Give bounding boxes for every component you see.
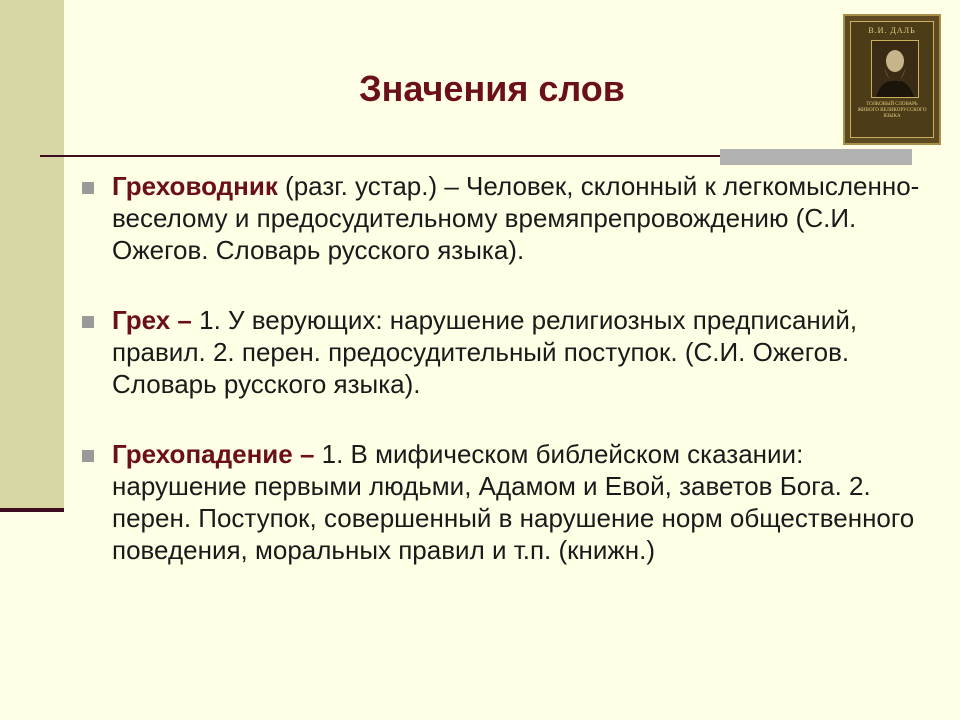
entry-definition: 1. В мифическом библейском сказании: нарушение первыми людьми, Адамом и Евой, заветов Бога. 2. перен. Поступок, совершенный в нарушение норм общественного поведения, моральных правил и т.п. (книжн.) bbox=[112, 439, 915, 565]
entry-term: Грех – bbox=[112, 305, 192, 335]
list-item bbox=[80, 438, 925, 566]
square-bullet-icon bbox=[82, 316, 94, 328]
entry-definition: 1. У верующих: нарушение религиозных предписаний, правил. 2. перен. предосудительный поступок. (С.И. Ожегов. Словарь русского языка). bbox=[112, 305, 858, 399]
list-item bbox=[80, 170, 925, 266]
definitions-list bbox=[80, 170, 925, 604]
author-portrait-icon bbox=[871, 40, 919, 98]
entry-term: Греховодник bbox=[112, 171, 278, 201]
square-bullet-icon bbox=[82, 182, 94, 194]
book-title: ТОЛКОВЫЙ СЛОВАРЬ ЖИВОГО ВЕЛИКОРУССКОГО ЯЗЫКА bbox=[857, 102, 927, 119]
left-decor-strip bbox=[0, 0, 64, 510]
page-title: Значения слов bbox=[359, 68, 625, 109]
entry-term: Грехопадение – bbox=[112, 439, 315, 469]
decor-gray-bar bbox=[720, 149, 912, 165]
book-cover-frame bbox=[850, 21, 934, 138]
list-item bbox=[80, 304, 925, 400]
left-decor-line bbox=[0, 508, 64, 512]
square-bullet-icon bbox=[82, 450, 94, 462]
book-author: В.И. ДАЛЬ bbox=[868, 26, 916, 35]
entry-definition: (разг. устар.) – Человек, склонный к легкомысленно-веселому и предосудительному времяпрепровождению (С.И. Ожегов. Словарь русского языка). bbox=[112, 171, 920, 265]
dictionary-cover-image bbox=[843, 14, 941, 145]
